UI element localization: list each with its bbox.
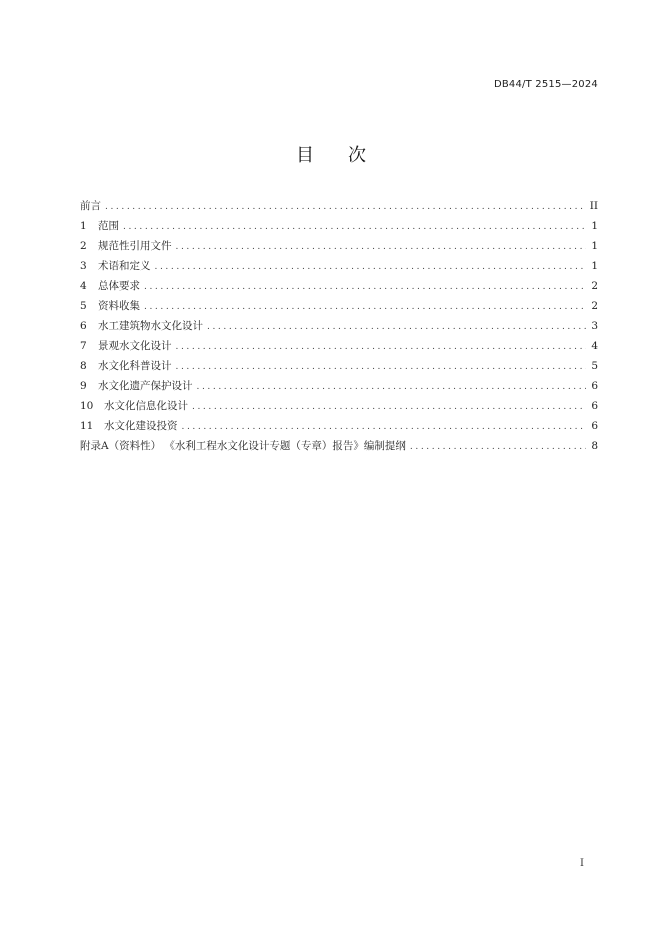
toc-entry-page: 2: [591, 280, 598, 292]
toc-leader-dots: [207, 317, 586, 337]
toc-entry-label: 景观水文化设计: [98, 340, 172, 352]
document-code: DB44/T 2515—2024: [493, 79, 598, 90]
toc-entry-label: 范围: [98, 220, 119, 232]
toc-leader-dots: [192, 397, 586, 417]
toc-entry-label: 规范性引用文件: [98, 240, 172, 252]
toc-leader-dots: [123, 217, 586, 237]
toc-entry-label: 附录A（资料性） 《水利工程水文化设计专题（专章）报告》编制提纲: [80, 440, 406, 452]
toc-leader-dots: [197, 377, 587, 397]
toc-entry-label: 水工建筑物水文化设计: [98, 320, 203, 332]
title-char-2: 次: [348, 145, 366, 166]
title-char-1: 目: [296, 145, 314, 166]
toc-leader-dots: [182, 417, 587, 437]
toc-leader-dots: [155, 257, 587, 277]
toc-entry-page: 1: [591, 260, 598, 272]
toc-entry-number: 2: [80, 240, 87, 252]
toc-entry-8[interactable]: [80, 356, 598, 376]
toc-entry-number: 6: [80, 320, 87, 332]
toc-entry-label: 前言: [80, 200, 101, 212]
toc-entry-3[interactable]: [80, 256, 598, 276]
toc-leader-dots: [105, 197, 586, 217]
toc-entry-foreword[interactable]: [80, 196, 598, 216]
toc-entry-page: 8: [591, 440, 598, 452]
toc-entry-4[interactable]: [80, 276, 598, 296]
toc-entry-page: 1: [591, 220, 598, 232]
toc-entry-label: 水文化建设投资: [104, 420, 178, 432]
toc-entry-number: 4: [80, 280, 87, 292]
toc-leader-dots: [176, 337, 587, 357]
toc-entry-1[interactable]: [80, 216, 598, 236]
toc-entry-label: 水文化遗产保护设计: [98, 380, 193, 392]
toc-leader-dots: [176, 237, 587, 257]
toc-entry-2[interactable]: [80, 236, 598, 256]
toc-entry-number: 5: [80, 300, 87, 312]
toc-entry-7[interactable]: [80, 336, 598, 356]
toc-entry-appendix-a[interactable]: [80, 436, 598, 456]
toc-entry-label: 术语和定义: [98, 260, 151, 272]
toc-entry-11[interactable]: [80, 416, 598, 436]
toc-entry-page: 6: [591, 420, 598, 432]
toc-entry-number: 9: [80, 380, 87, 392]
toc-entry-label: 总体要求: [98, 280, 140, 292]
table-of-contents: [80, 196, 598, 456]
toc-entry-label: 水文化科普设计: [98, 360, 172, 372]
toc-entry-number: 7: [80, 340, 87, 352]
toc-entry-number: 11: [80, 420, 94, 432]
toc-entry-number: 1: [80, 220, 87, 232]
toc-entry-10[interactable]: [80, 396, 598, 416]
toc-entry-6[interactable]: [80, 316, 598, 336]
toc-entry-label: 水文化信息化设计: [104, 400, 188, 412]
toc-entry-number: 8: [80, 360, 87, 372]
toc-entry-number: 3: [80, 260, 87, 272]
toc-entry-page: 2: [591, 300, 598, 312]
toc-leader-dots: [410, 437, 586, 457]
toc-leader-dots: [144, 297, 586, 317]
toc-entry-9[interactable]: [80, 376, 598, 396]
toc-entry-page: 4: [591, 340, 598, 352]
toc-entry-page: 6: [591, 380, 598, 392]
toc-entry-page: 3: [591, 320, 598, 332]
toc-entry-page: 1: [591, 240, 598, 252]
toc-entry-page: 6: [591, 400, 598, 412]
toc-leader-dots: [176, 357, 587, 377]
toc-entry-5[interactable]: [80, 296, 598, 316]
toc-entry-page: 5: [591, 360, 598, 372]
toc-entry-page: II: [589, 200, 598, 212]
page-title: [0, 141, 662, 167]
toc-leader-dots: [144, 277, 586, 297]
toc-entry-number: 10: [80, 400, 94, 412]
page-number: I: [580, 858, 584, 869]
toc-entry-label: 资料收集: [98, 300, 140, 312]
